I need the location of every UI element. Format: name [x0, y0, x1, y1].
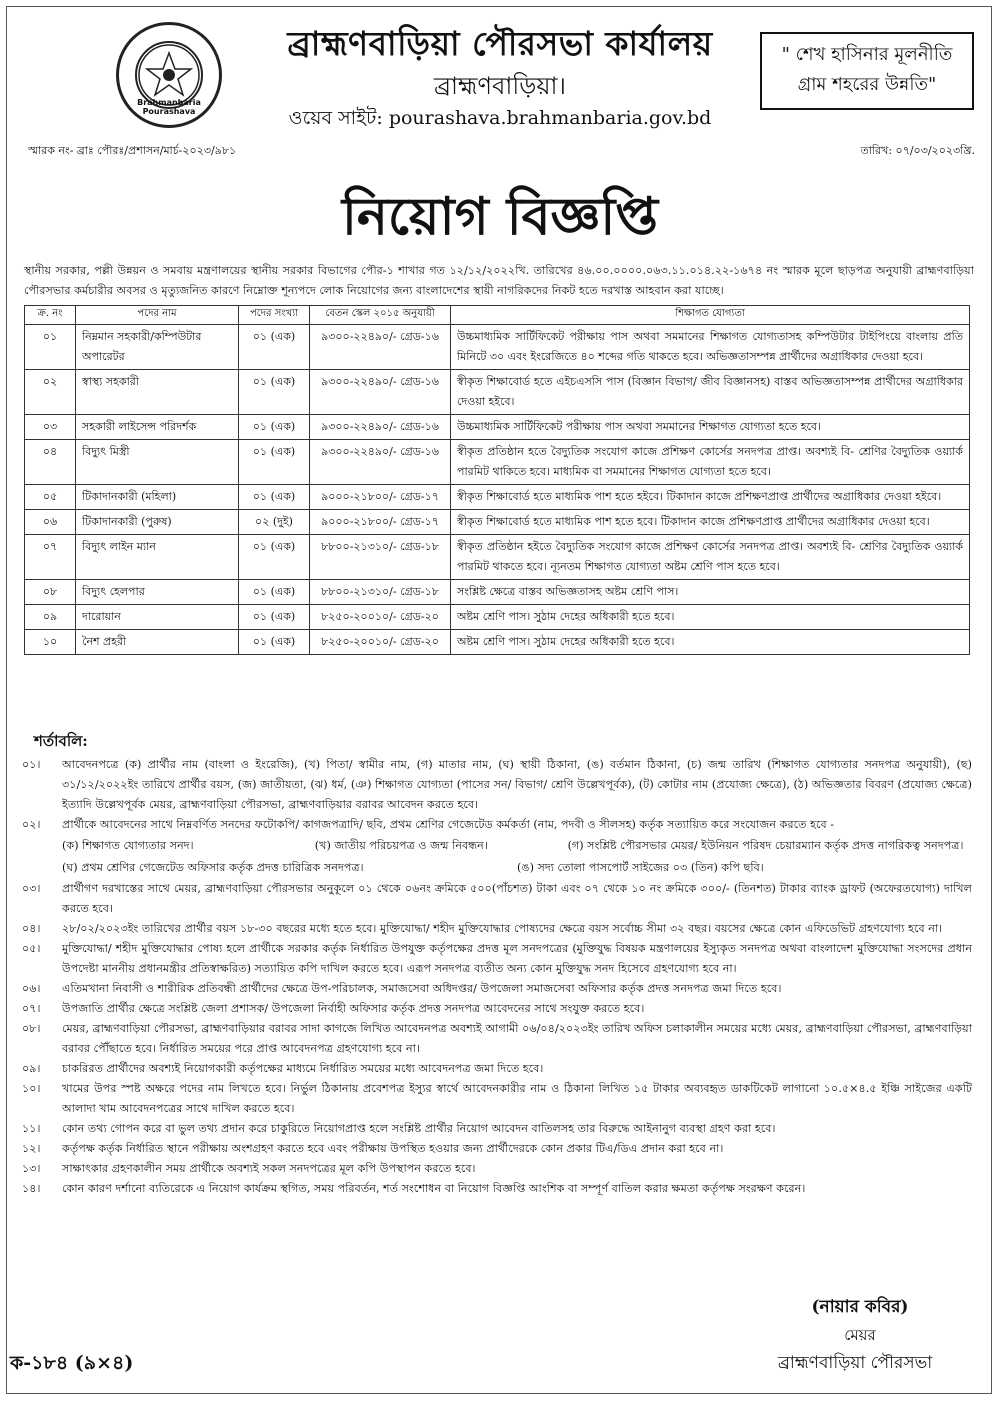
row-pay-scale: ৮৮০০-২১৩১০/- গ্রেড-১৮ [310, 535, 451, 580]
term-number: ০১। [22, 758, 41, 771]
list-item [22, 939, 972, 979]
row-qualification: উচ্চমাধ্যমিক সার্টিফিকেট পরীক্ষায় পাস অথবা সমমানের শিক্ষাগত যোগ্যতা হতে হবে। [451, 415, 970, 440]
list-item [22, 919, 972, 939]
document-item: (খ) জাতীয় পরিচয়পত্র ও জন্ম নিবন্ধন। [314, 839, 488, 852]
list-item [22, 1119, 972, 1139]
term-text: মুক্তিযোদ্ধা/ শহীদ মুক্তিযোদ্ধার পোষ্য হলে প্রার্থীকে সরকার কর্তৃক নির্ধারিত উপযুক্ত কর্তৃপক্ষের প্রদত্ত মূল সনদপত্রের (মুক্তিযুদ্ধ বিষয়ক মন্ত্রণালয়ের ইস্যুকৃত সনদপত্র অথবা বাংলাদেশ মুক্তিযোদ্ধা সংসদের প্রধান উপদেষ্টা মাননীয় প্রধানমন্ত্রীর প্রতিস্বাক্ষরিত) সত্যায়িত কপি দাখিল করতে হবে। এরূপ সনদপত্র ব্যতীত অন্য কোন মুক্তিযুদ্ধ সনদ হিসেবে গ্রহণযোগ্য হবে না। [62, 942, 972, 975]
row-pay-scale: ৯০০০-২১৮০০/- গ্রেড-১৭ [310, 485, 451, 510]
table-header-row [25, 306, 970, 325]
row-serial: ০৯ [25, 605, 76, 630]
website-link[interactable]: ওয়েব সাইট: pourashava.brahmanbaria.gov.bd [288, 107, 712, 129]
table-row [25, 510, 970, 535]
term-number: ০২। [22, 818, 41, 831]
term-number: ০৫। [22, 942, 41, 955]
row-serial: ০৬ [25, 510, 76, 535]
list-item [22, 999, 972, 1019]
row-pay-scale: ৮২৫০-২০০১০/- গ্রেড-২০ [310, 605, 451, 630]
term-number: ০৮। [22, 1022, 41, 1035]
document-item: (ঙ) সদ্য তোলা পাসপোর্ট সাইজের ০৩ (তিন) কপি ছবি। [517, 861, 764, 874]
row-post-name: টিকাদানকারী (পুরুষ) [76, 510, 239, 535]
term-text: চাকরিরত প্রার্থীদের অবশ্যই নিয়োগকারী কর্তৃপক্ষের মাধ্যমে নির্ধারিত সময়ের মধ্যে আবেদনপত্র জমা দিতে হবে। [62, 1062, 544, 1075]
row-serial: ০১ [25, 325, 76, 370]
table-row [25, 325, 970, 370]
row-post-name: স্বাস্থ্য সহকারী [76, 370, 239, 415]
row-serial: ০৩ [25, 415, 76, 440]
list-item [22, 1019, 972, 1059]
list-item [22, 1179, 972, 1199]
row-post-count: ০১ (এক) [239, 415, 310, 440]
row-post-name: দারোয়ান [76, 605, 239, 630]
memo-number: স্মারক নং- ব্রাঃ পৌরঃ/প্রশাসন/মার্চ-২০২৩/৯৮১ [28, 144, 237, 157]
document-item: (ঘ) প্রথম শ্রেণির গেজেটেড অফিসার কর্তৃক প্রদত্ত চারিত্রিক সনদপত্র। [62, 861, 364, 874]
term-number: ১৩। [22, 1162, 41, 1175]
term-text: মেয়র, ব্রাহ্মণবাড়িয়া পৌরসভা, ব্রাহ্মণবাড়িয়ার বরাবর সাদা কাগজে লিখিত আবেদনপত্র অবশ্যই আগামী ০৬/০৪/২০২৩ইং তারিখ অফিস চলাকালীন সময়ের মধ্যে মেয়র, ব্রাহ্মণবাড়িয়া পৌরসভা, ব্রাহ্মণবাড়িয়া বরাবর পৌঁছাতে হবে। নির্ধারিত সময়ের পরে প্রাপ্ত আবেদনপত্র গ্রহণযোগ্য হবে না। [62, 1022, 972, 1055]
row-post-count: ০১ (এক) [239, 485, 310, 510]
row-qualification: স্বীকৃত শিক্ষাবোর্ড হতে মাধ্যমিক পাশ হতে হবে। টিকাদান কাজে প্রশিক্ষণপ্রাপ্ত প্রার্থীদের অগ্রাধিকার দেওয়া হবে। [451, 510, 970, 535]
terms-list [22, 755, 972, 1199]
header-serial: ক্র. নং [25, 306, 76, 325]
row-pay-scale: ৯৩০০-২২৪৯০/- গ্রেড-১৬ [310, 370, 451, 415]
notice-date: তারিখ: ০৭/০৩/২০২৩খ্রি. [860, 144, 975, 157]
table-row [25, 605, 970, 630]
term-number: ০৭। [22, 1002, 41, 1015]
row-qualification: স্বীকৃত প্রতিষ্ঠান হতে বৈদ্যুতিক সংযোগ কাজে প্রশিক্ষণ কোর্সের সনদপত্র প্রাপ্ত। অবশ্যই বি- শ্রেণির বৈদ্যুতিক ওয়্যার্ক পারমিট থাকিতে হবে। মাধ্যমিক বা সমমানের শিক্ষাগত যোগ্যতা হতে হবে। [451, 440, 970, 485]
row-post-count: ০১ (এক) [239, 630, 310, 655]
table-row [25, 630, 970, 655]
table-row [25, 415, 970, 440]
row-post-name: নিম্নমান সহকারী/কম্পিউটার অপারেটর [76, 325, 239, 370]
term-number: ০৩। [22, 882, 41, 895]
office-location: ব্রাহ্মণবাড়িয়া। [433, 72, 567, 100]
notice-title: নিয়োগ বিজ্ঞপ্তি [342, 186, 658, 247]
row-pay-scale: ৯৩০০-২২৪৯০/- গ্রেড-১৬ [310, 415, 451, 440]
term-text: কোন কারণ দর্শানো ব্যতিরেকে এ নিয়োগ কার্যক্রম স্থগিত, সময় পরিবর্তন, শর্ত সংশোধন বা নিয়োগ বিজ্ঞপ্তি আংশিক বা সম্পূর্ণ বাতিল করার ক্ষমতা কর্তৃপক্ষ সংরক্ষণ করেন। [62, 1182, 806, 1195]
logo-caption: Brahmanbaria Pourashava [137, 98, 201, 116]
office-title: ব্রাহ্মণবাড়িয়া পৌরসভা কার্যালয় [287, 24, 713, 63]
table-row [25, 370, 970, 415]
list-item [22, 979, 972, 999]
row-qualification: উচ্চমাধ্যমিক সার্টিফিকেট পরীক্ষায় পাস অথবা সমমানের শিক্ষাগত যোগ্যতাসহ কম্পিউটার টাইপিংয়ে বাংলায় প্রতি মিনিটে ৩০ এবং ইংরেজিতে ৪০ শব্দের গতি থাকতে হবে। অভিজ্ঞতাসম্পন্ন প্রার্থীদের অগ্রাধিকার দেওয়া হবে। [451, 325, 970, 370]
vacancy-table [24, 305, 970, 655]
row-post-count: ০১ (এক) [239, 325, 310, 370]
row-post-name: টিকাদানকারী (মহিলা) [76, 485, 239, 510]
row-post-name: সহকারী লাইসেন্স পরিদর্শক [76, 415, 239, 440]
row-serial: ০৮ [25, 580, 76, 605]
table-row [25, 485, 970, 510]
row-post-count: ০১ (এক) [239, 535, 310, 580]
row-post-count: ০১ (এক) [239, 605, 310, 630]
row-pay-scale: ৯০০০-২১৮০০/- গ্রেড-১৭ [310, 510, 451, 535]
term-text: উপজাতি প্রার্থীর ক্ষেত্রে সংশ্লিষ্ট জেলা প্রশাসক/ উপজেলা নির্বাহী অফিসার কর্তৃক প্রদত্ত সনদপত্র আবেদনের সাথে সংযুক্ত করতে হবে। [62, 1002, 645, 1015]
term-text: সাক্ষাৎকার গ্রহণকালীন সময় প্রার্থীকে অবশ্যই সকল সনদপত্রের মূল কপি উপস্থাপন করতে হবে। [62, 1162, 476, 1175]
term-number: ০৪। [22, 922, 41, 935]
term-text: ২৮/০২/২০২৩ইং তারিখের প্রার্থীর বয়স ১৮-৩০ বছরের মধ্যে হতে হবে। মুক্তিযোদ্ধা/ শহীদ মুক্তিযোদ্ধার পোষ্যদের ক্ষেত্রে বয়স সর্বোচ্চ সীমা ৩২ বছর। বয়সের ক্ষেত্রে কোন এফিডেভিট গ্রহণযোগ্য হবে না। [62, 922, 943, 935]
term-text: খামের উপর স্পষ্ট অক্ষরে পদের নাম লিখতে হবে। নির্ভুল ঠিকানায় প্রবেশপত্র ইস্যুর স্বার্থে আবেদনকারীর নাম ও ঠিকানা লিখিত ১৫ টাকার অব্যবহৃত ডাকটিকেট লাগানো ১০.৫×৪.৫ ইঞ্চি সাইজের একটি আলাদা খাম আবেদনপত্রের সাথে দাখিল করতে হবে। [62, 1082, 972, 1115]
document-item: (গ) সংশ্লিষ্ট পৌরসভার মেয়র/ ইউনিয়ন পরিষদ চেয়ারম্যান কর্তৃক প্রদত্ত নাগরিকত্ব সনদপত্র। [567, 839, 964, 852]
document-item: (ক) শিক্ষাগত যোগ্যতার সনদ। [62, 839, 194, 852]
row-post-count: ০১ (এক) [239, 580, 310, 605]
list-item [22, 1139, 972, 1159]
row-post-count: ০১ (এক) [239, 440, 310, 485]
signatory-organization: ব্রাহ্মণবাড়িয়া পৌরসভা [777, 1353, 933, 1373]
term-number: ০৬। [22, 982, 41, 995]
term-text: আবেদনপত্রে (ক) প্রার্থীর নাম (বাংলা ও ইংরেজি), (খ) পিতা/ স্বামীর নাম, (গ) মাতার নাম, (ঘ) স্থায়ী ঠিকানা, (ঙ) বর্তমান ঠিকানা, (চ) জন্ম তারিখ (শিক্ষাগত যোগ্যতার সনদপত্র অনুযায়ী), (ছ) ৩১/১২/২০২২ইং তারিখে প্রার্থীর বয়স, (জ) জাতীয়তা, (ঝ) ধর্ম, (ঞ) শিক্ষাগত যোগ্যতা (পাসের সন/ বিভাগ/ শ্রেণি উল্লেখপূর্বক), (ট) কোটার নাম (প্রযোজ্য ক্ষেত্রে), (ঠ) অভিজ্ঞতার বিবরণ (প্রযোজ্য ক্ষেত্রে) ইত্যাদি উল্লেখপূর্বক মেয়র, ব্রাহ্মণবাড়িয়া পৌরসভা, ব্রাহ্মণবাড়িয়ার বরাবর আবেদন করতে হবে। [62, 758, 972, 811]
row-serial: ০৫ [25, 485, 76, 510]
row-pay-scale: ৮২৫০-২০০১০/- গ্রেড-২০ [310, 630, 451, 655]
row-qualification: স্বীকৃত শিক্ষাবোর্ড হতে এইচএসসি পাস (বিজ্ঞান বিভাগ/ জীব বিজ্ঞানসহ) বাস্তব অভিজ্ঞতাসম্পন্ন প্রার্থীদের অগ্রাধিকার দেওয়া হইবে। [451, 370, 970, 415]
row-qualification: অষ্টম শ্রেণি পাস। সুঠাম দেহের অধিকারী হতে হবে। [451, 630, 970, 655]
row-qualification: স্বীকৃত প্রতিষ্ঠান হইতে বৈদ্যুতিক সংযোগ কাজে প্রশিক্ষণ কোর্সের সনদপত্র প্রাপ্ত। অবশ্যই বি- শ্রেণির বৈদ্যুতিক ওয়্যার্ক পারমিট থাকতে হবে। ন্যূনতম শিক্ষাগত যোগ্যতা অষ্টম শ্রেণি পাস হতে হবে। [451, 535, 970, 580]
term-text: প্রার্থীগণ দরখাস্তের সাথে মেয়র, ব্রাহ্মণবাড়িয়া পৌরসভার অনুকূলে ০১ থেকে ০৬নং ক্রমিকে ৫০০(পাঁচশত) টাকা এবং ০৭ থেকে ১০ নং ক্রমিকে ৩০০/- (তিনশত) টাকার ব্যাংক ড্রাফট (অফেরতযোগ্য) দাখিল করতে হবে। [62, 882, 972, 915]
row-serial: ০২ [25, 370, 76, 415]
list-item [22, 879, 972, 919]
motto-box [760, 32, 974, 110]
table-row [25, 440, 970, 485]
header-qualification: শিক্ষাগত যোগ্যতা [451, 306, 970, 325]
motto-line-2: গ্রাম শহরের উন্নতি" [797, 74, 937, 95]
row-qualification: স্বীকৃত শিক্ষাবোর্ড হতে মাধ্যমিক পাশ হতে হইবে। টিকাদান কাজে প্রশিক্ষণপ্রাপ্ত প্রার্থীদের অগ্রাধিকার দেওয়া হইবে। [451, 485, 970, 510]
row-post-count: ০১ (এক) [239, 370, 310, 415]
term-number: ১০। [22, 1082, 41, 1095]
motto-line-1: " শেখ হাসিনার মূলনীতি [781, 44, 953, 65]
signatory-name: (নায়ার কবির) [811, 1297, 909, 1317]
term-text: কোন তথ্য গোপন করে বা ভুল তথ্য প্রদান করে চাকুরিতে নিয়োগপ্রাপ্ত হলে সংশ্লিষ্ট প্রার্থীর নিয়োগ আবেদন বাতিলসহ তার বিরুদ্ধে আইনানুগ ব্যবস্থা গ্রহণ করা হবে। [62, 1122, 776, 1135]
row-qualification: সংশ্লিষ্ট ক্ষেত্রে বাস্তব অভিজ্ঞতাসহ অষ্টম শ্রেণি পাস। [451, 580, 970, 605]
advertisement-code: ক-১৮৪ (৯×৪) [10, 1352, 134, 1374]
row-qualification: অষ্টম শ্রেণি পাস। সুঠাম দেহের অধিকারী হতে হবে। [451, 605, 970, 630]
term-text: কর্তৃপক্ষ কর্তৃক নির্ধারিত স্থানে পরীক্ষায় অংশগ্রহণ করতে হবে এবং পরীক্ষায় উপস্থিত হওয়ার জন্য প্রার্থীদেরকে কোন প্রকার টিএ/ডিএ প্রদান করা হবে না। [62, 1142, 724, 1155]
row-pay-scale: ৮৮০০-২১৩১০/- গ্রেড-১৮ [310, 580, 451, 605]
table-row [25, 535, 970, 580]
list-item [22, 755, 972, 815]
row-post-name: বিদ্যুৎ হেলপার [76, 580, 239, 605]
term-text: এতিমখানা নিবাসী ও শারীরিক প্রতিবন্ধী প্রার্থীদের ক্ষেত্রে উপ-পরিচালক, সমাজসেবা অধিদপ্তর/ উপজেলা সমাজসেবা অফিসার কর্তৃক প্রদত্ত সনদপত্র জমা দিতে হবে। [62, 982, 782, 995]
signatory-title: মেয়র [844, 1326, 876, 1344]
term-text: প্রার্থীকে আবেদনের সাথে নিম্নবর্ণিত সনদের ফটোকপি/ কাগজপত্রাদি/ ছবি, প্রথম শ্রেণির গেজেটেড কর্মকর্তা (নাম, পদবী ও সীলসহ) কর্তৃক সত্যায়িত করে সংযোজন করতে হবে - [62, 818, 835, 831]
document-list-row [22, 857, 972, 879]
row-serial: ১০ [25, 630, 76, 655]
term-number: ১২। [22, 1142, 41, 1155]
term-number: ১৪। [22, 1182, 41, 1195]
term-number: ০৯। [22, 1062, 41, 1075]
row-pay-scale: ৯৩০০-২২৪৯০/- গ্রেড-১৬ [310, 440, 451, 485]
list-item [22, 815, 972, 835]
row-post-name: নৈশ প্রহরী [76, 630, 239, 655]
document-list-row [22, 835, 972, 857]
header-post-count: পদের সংখ্যা [239, 306, 310, 325]
header-post-name: পদের নাম [76, 306, 239, 325]
list-item [22, 1159, 972, 1179]
term-number: ১১। [22, 1122, 41, 1135]
terms-title: শর্তাবলি: [34, 732, 88, 750]
list-item [22, 1059, 972, 1079]
header-pay-scale: বেতন স্কেল ২০১৫ অনুযায়ী [310, 306, 451, 325]
row-pay-scale: ৯৩০০-২২৪৯০/- গ্রেড-১৬ [310, 325, 451, 370]
row-serial: ০৪ [25, 440, 76, 485]
row-post-name: বিদ্যুৎ লাইন ম্যান [76, 535, 239, 580]
row-serial: ০৭ [25, 535, 76, 580]
list-item [22, 1079, 972, 1119]
table-row [25, 580, 970, 605]
intro-paragraph: স্থানীয় সরকার, পল্লী উন্নয়ন ও সমবায় মন্ত্রণালয়ের স্থানীয় সরকার বিভাগের পৌর-১ শাখার গত ১২/১২/২০২২খি. তারিখের ৪৬.০০.০০০০.০৬৩.১১.০১৪.২২-১৬৭৪ নং স্মারক মূলে ছাড়পত্র অনুযায়ী ব্রাহ্মণবাড়িয়া পৌরসভার কর্মচারীর অবসর ও মৃত্যুজনিত কারণে নিম্নোক্ত শূন্যপদে লোক নিয়োগের জন্য বাংলাদেশের স্থায়ী নাগরিকদের নিকট হতে দরখাস্ত আহবান করা যাচ্ছে। [24, 264, 974, 297]
row-post-name: বিদ্যুৎ মিস্ত্রী [76, 440, 239, 485]
row-post-count: ০২ (দুই) [239, 510, 310, 535]
